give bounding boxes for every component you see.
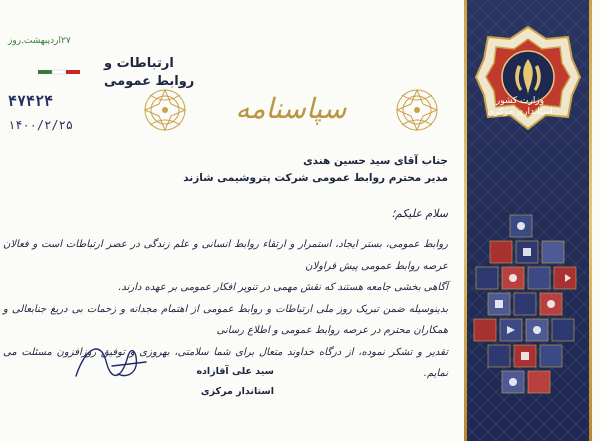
band-gold-rule-left — [464, 0, 467, 441]
right-arabesque-ornament — [382, 80, 452, 140]
title-area — [130, 78, 452, 148]
public-relations-day-logo — [8, 50, 195, 90]
logo-mark-text: ارتباطات و — [104, 56, 174, 71]
band-gold-rule-right — [589, 0, 592, 441]
signer-name: سید علی آقازاده — [196, 366, 274, 377]
left-arabesque-ornament — [130, 80, 200, 140]
greeting: سلام علیکم؛ — [391, 207, 448, 220]
body-line-4: تقدیر و تشکر نموده، از درگاه خداوند متعال برای شما سلامتی، بهروزی و توفیق روزافزون مسئلت می نمایم. — [3, 346, 448, 379]
logo-red-stripe — [66, 70, 80, 74]
decorative-side-band — [464, 0, 592, 441]
certificate-title: سپاسنامه — [235, 92, 347, 125]
communication-cubes-collage — [470, 215, 586, 395]
recipient-block — [183, 153, 448, 187]
body-line-1: روابط عمومی، بستر ایجاد، استمرار و ارتقاء روابط انسانی و علم زندگی در عصر ارتباطات است و فعالان عرصه روابط عمومی پیش قراولان — [3, 239, 448, 272]
ministry-emblem — [476, 25, 580, 160]
ministry-line-1: وزارت کشور — [495, 96, 545, 106]
logo-white-stripe — [52, 70, 66, 74]
body-line-2: آگاهی بخشی جامعه هستند که نقش مهمی در تنویر افکار عمومی بر عهده دارند. — [118, 282, 448, 293]
issue-date: ۱۴۰۰/۲/۲۵ — [8, 118, 74, 132]
recipient-name: جناب آقای سید حسین هندی — [303, 155, 448, 167]
ministry-label — [484, 96, 556, 118]
handwritten-signature — [66, 336, 156, 386]
logo-green-stripe — [38, 70, 52, 74]
letter-number: ۴۷۴۲۴ — [8, 92, 54, 110]
signer-title: استاندار مرکزی — [200, 386, 274, 397]
logo-mark-text-2: روابط عمومی — [104, 74, 195, 89]
recipient-position: مدیر محترم روابط عمومی شرکت پتروشیمی شازند — [183, 172, 448, 184]
body-line-3: بدینوسیله ضمن تبریک روز ملی ارتباطات و روابط عمومی از اهتمام مجدانه و زحمات بی دریغ جنابعالی و همکاران محترم در عرصه روابط عمومی و اطلاع رسانی — [3, 303, 448, 336]
ministry-line-2: استانداری مرکزی — [487, 107, 553, 117]
logo-date-caption: ۲۷اردیبهشت.روز — [8, 36, 71, 46]
